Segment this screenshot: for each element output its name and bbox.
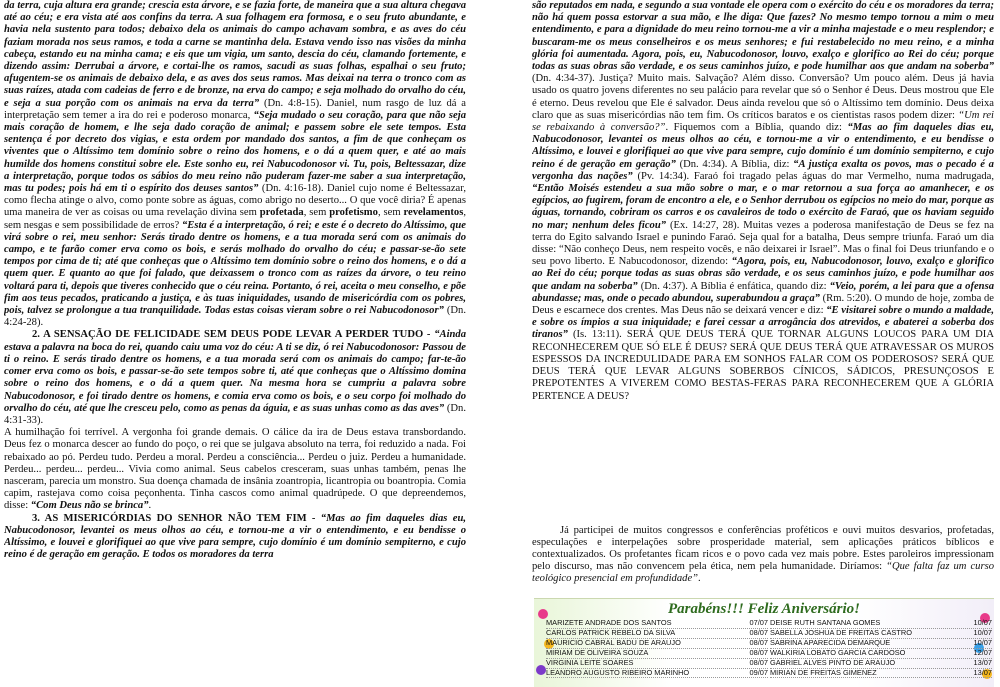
birthday-date: 10/07 [973, 637, 992, 647]
birthday-date: 08/07 [749, 657, 768, 667]
quote: “Mas ao fim daqueles dias eu, Nabucodonosor, levantei os meus olhos ao céu, e tornou-me a vir o entendimento, e eu bendisse o Altíssimo, e louvei e glorifiquei ao que vive para sempre, cujo domínio é um domínio sempiterno, e cujo reino é de geração em geração” [532, 122, 994, 170]
birthday-list-left [546, 619, 768, 678]
person-name: GABRIEL ALVES PINTO DE ARAUJO [770, 657, 896, 667]
text: E todos os moradores da terra [139, 549, 274, 561]
person-name: DEISE RUTH SANTANA GOMES [770, 618, 881, 627]
person-name: VIRGINIA LEITE SOARES [546, 657, 634, 667]
person-name: MIRIAM DE OLIVEIRA SOUZA [546, 647, 649, 657]
birthday-date: 10/07 [973, 618, 992, 627]
section-2-title: 2. A SENSAÇÃO DE FELICIDADE SEM DEUS PODE LEVAR A PERDER TUDO - [32, 329, 435, 341]
keyword: profetismo [329, 207, 378, 219]
quote: “A justiça exalta os povos, mas o pecado é a vergonha das nações” [532, 158, 994, 182]
quote: “Que falta faz um curso teológico presencial em profundidade” [532, 561, 994, 585]
person-name: LEANDRO AUGUSTO RIBEIRO MARINHO [546, 667, 690, 677]
quote: “Então Moisés estendeu a sua mão sobre o mar, e o mar retornou a sua força ao amanhecer, e os egípcios, ao fugirem, foram de encontro a ele, e o Senhor derrubou os egípcios no meio do mar, porque as águas, tornando, cobriram os carros e os cavaleiros de todo o exército de Faraó, que os haviam seguido no mar; nenhum deles ficou” [532, 183, 994, 231]
text: (Is. 13:11). [567, 329, 627, 341]
scripture-ref: (Dn. 4:8-15). Daniel, num rasgo de luz dá a interpretação sem temer a ira do rei e poderoso monarca, [4, 97, 466, 121]
text: (Dn. 4:37). A Bíblia é enfática, quando diz: [637, 280, 830, 292]
text: . [698, 573, 701, 585]
person-name: SABRINA APARECIDA DEMARQUE [770, 637, 891, 647]
section-3 [4, 513, 466, 562]
keyword: revelamentos [403, 207, 464, 219]
text: (Pv. 14:34). Faraó foi tragado pelas águas do mar Vermelho, numa madrugada, [632, 170, 994, 182]
caps-questions: SERÁ QUE DEUS TERÁ QUE TORNAR ALGUNS LOUCOS PARA UM DIA RECONHECEREM QUE SÓ ELE É DEUS? SERÁ QUE DEUS TERÁ QUE ATRAVESSAR OS MUROS ESPESSOS DA INCREDULIDADE PARA EM SONHOS FALAR COM OS PODEROSOS? SERÁ QUE DEUS TERÁ QUE LEVAR ALGUNS SOBERBOS CÍNICOS, SÁDICOS, PRESUNÇOSOS E PREPOTENTES A VIVEREM COMO BESTAS-FERAS PARA RECONHECEREM QUE A GLÓRIA PERTENCE A DEUS? [532, 329, 994, 402]
person-name: CARLOS PATRICK REBELO DA SILVA [546, 627, 676, 637]
text: (Rm. 5:20). O mundo de hoje, zomba de Deus e escarnece dos crentes. Mas Deus não se deixará vencer e diz: [532, 292, 994, 317]
birthday-date: 08/07 [749, 627, 768, 637]
right-paragraph-final [532, 525, 994, 586]
birthday-date: 12/07 [973, 647, 992, 657]
text: (Dn. 4:34). A Bíblia, diz: [675, 158, 794, 170]
list-item [770, 669, 992, 679]
birthday-date: 09/07 [749, 667, 768, 677]
person-name: MARIZETE ANDRADE DOS SANTOS [546, 618, 672, 627]
quote: “Um rei se rebaixando à conversão?” [532, 109, 994, 134]
dream-quote: da terra, cuja altura era grande; crescia esta árvore, e se fazia forte, de maneira que a sua altura chegava até ao céu; e era vista até aos confins da terra. A sua folhagem era formosa, e o seu fruto abundante, e havia nela sustento para todos; debaixo dela os animais do campo achavam sombra, e as aves do céu faziam morada nos seus ramos, e toda a carne se mantinha dela. Estava vendo isso nas visões da minha cabeça, estando eu na minha cama; e eis que um vigia, um santo, descia do céu, clamando fortemente, e dizendo assim: Derrubai a árvore, e cortai-lhe os ramos, sacudi as suas folhas, espalhai o seu fruto; afugentem-se os animais de debaixo dela, e as aves dos seus ramos. Mas deixai na terra o tronco com as suas raízes, atada com cadeias de ferro e de bronze, na erva do campo; e seja molhado do orvalho do céu, e seja a sua porção com os animais na erva da terra” [4, 0, 466, 109]
birthday-date: 08/07 [749, 637, 768, 647]
section-2 [4, 329, 466, 427]
right-page [532, 0, 994, 687]
birthday-date: 13/07 [973, 667, 992, 677]
interpretation-quote: “Seja mudado o seu coração, para que não seja mais coração de homem, e lhe seja dado coração de animal; e passem sobre ele sete tempos. Esta sentença é por decreto dos vigias, e esta ordem por mandado dos santos, a fim de que conheçam os viventes que o Altíssimo tem domínio sobre o reino dos homens, e o dá a quem quer, e até ao mais humilde dos homens constitui sobre ele. Este sonho eu, rei Nabucodonosor vi. Tu, pois, Beltessazar, dize a interpretação, porque todos os sábios do meu reino não puderam fazer-me saber a sua interpretação, mas tu podes; pois há em ti o espírito dos deuses santos” [4, 109, 466, 195]
left-paragraph-1 [4, 0, 466, 329]
person-name: SABELLA JOSHUA DE FREITAS CASTRO [770, 627, 912, 637]
text: (Ex. 14:27, 28). Muitas vezes a poderosa manifestação de Deus se fez na terra do Egito salvando Israel e punindo Faraó. Seja qual for a batalha, Deus sempre triunfa. Faraó um dia disse: “Não conheço Deus, nem respeito vocês, e não deixarei ir Israel”. Mas o final foi Deus triunfando e o seu povo liberto. E Nabucodonosor, dizendo: [532, 219, 994, 268]
decree-quote: “Esta é a interpretação, ó rei; e este é o decreto do Altíssimo, que virá sobre o rei, meu senhor: Serás tirado dentre os homens, e a tua morada será com os animais do campo, e te farão comer erva como os bois, e serás molhado do orvalho do céu; e passar-se-ão sete tempos por cima de ti; até que conheças que o Altíssimo tem domínio sobre o reino dos homens, e o dá a quem quer. E quanto ao que foi falado, que deixassem o tronco com as raízes da árvore, o teu reino voltará para ti, depois que tiveres conhecido que o céu reina. Portanto, ó rei, aceita o meu conselho, e põe fim aos teus pecados, praticando a justiça, e às tuas iniquidades, usando de misericórdia com os pobres, pois, talvez se prolongue a tua tranquilidade. Todas estas coisas vieram sobre o rei Nabucodonosor” [4, 219, 466, 317]
quote: “Agora, pois, eu, Nabucodonosor, louvo, exalço e glorifico ao Rei do céu; porque todas as suas obras são verdade, e os seus caminhos juízo, e pode humilhar aos que andam na soberba” [532, 256, 994, 292]
quote: “E visitarei sobre o mundo a maldade, e sobre os ímpios a sua iniquidade; e farei cessar a arrogância dos atrevidos, e abaterei a soberba dos tiranos” [532, 305, 994, 341]
left-page [4, 0, 466, 687]
keyword: profetada [259, 207, 304, 219]
text: , sem [377, 207, 404, 219]
birthday-title: Parabéns!!! Feliz Aniversário! [668, 601, 860, 617]
birthday-list-right [770, 619, 992, 678]
right-paragraph-1 [532, 0, 994, 403]
person-name: MAURICIO CABRAL BADU DE ARAUJO [546, 637, 681, 647]
text: . Fiquemos com a Bíblia, quando diz: [665, 122, 848, 134]
text: . [148, 500, 152, 512]
left-paragraph-2 [4, 427, 466, 512]
person-name: MIRIAN DE FREITAS GIMENEZ [770, 667, 877, 677]
text: , sem [303, 207, 330, 219]
person-name: WALKIRIA LOBATO GARCIA CARDOSO [770, 647, 906, 657]
scripture-ref: (Dn. 4:24-28). [4, 305, 466, 329]
birthday-date: 13/07 [973, 657, 992, 667]
birthday-banner [534, 598, 994, 687]
scripture-ref: (Dn. 4:31-33). [4, 402, 466, 426]
birthday-date: 10/07 [973, 627, 992, 637]
birthday-date: 08/07 [749, 647, 768, 657]
text: , sem nesgas e sem possibilidade de erros? [4, 207, 466, 231]
list-item [546, 669, 768, 679]
flower-icon [536, 665, 546, 675]
scripture-ref: (Dn. 4:16-18). Daniel cujo nome é Beltessazar, como flecha atinge o alvo, como ponte sobre as águas, como abrigo no deserto... O que você diria? É apenas uma maneira de ver as coisas ou uma revelação divina sem [4, 183, 466, 219]
section-3-title: 3. AS MISERICÓRDIAS DO SENHOR NÃO TEM FIM - [32, 512, 321, 524]
section-3-quote: “Mas ao fim daqueles dias eu, Nabucodonosor, levantei os meus olhos ao céu, e tornou-me a vir o entendimento, e eu bendisse o Altíssimo, e louvei e glorifiquei ao que vive para sempre, cujo domínio é um domínio sempiterno, e cujo reino é de geração em geração. [4, 512, 466, 561]
quote: “Com Deus não se brinca” [30, 500, 149, 512]
section-2-quote: “Ainda estava a palavra na boca do rei, quando caiu uma voz do céu: A ti se diz, ó rei Nabucodonosor: Passou de ti o reino. E serás tirado dentre os homens, e a tua morada será com os animais do campo; far-te-ão comer erva como os bois, e passar-se-ão sete tempos sobre ti, até que conheças que o Altíssimo domina sobre o reino dos homens, e o dá a quem quer. Na mesma hora se cumpriu a palavra sobre Nabucodonosor, e foi tirado dentre os homens, e comia erva como os bois, e o seu corpo foi molhado do orvalho do céu, até que lhe cresceu pelo, como as penas da águia, e as suas unhas como as das aves” [4, 329, 466, 414]
right-text [532, 0, 994, 403]
quote: são reputados em nada, e segundo a sua vontade ele opera com o exército do céu e os moradores da terra; não há quem possa estorvar a sua mão, e lhe diga: Que fazes? No mesmo tempo tornou a mim o meu entendimento, e para a dignidade do meu reino tornou-me a vir a minha majestade e o meu resplendor; e buscaram-me os meus conselheiros e os meus senhores; e fui restabelecido no meu reino, e a minha glória foi aumentada. Agora, pois, eu, Nabucodonosor, louvo, exalço e glorifico ao Rei do céu; porque todas as suas obras são verdade, e os seus caminhos juízo, e pode humilhar aos que andam na soberba” [532, 0, 994, 73]
text: Já participei de muitos congressos e conferências proféticos e ouvi muitos desvarios, profetadas, especulações e interpelações sobre prosperidade material, sem aplicações práticos bíblicos e contextualizados. Os profetantes ficam ricos e o povo cada vez mais pobre. Estes paroleiros impressionam pelo discurso, mas não convencem pela ética, nem pela humanidade. Diríamos: [532, 524, 994, 573]
text: (Dn. 4:34-37). Justiça? Muito mais. Salvação? Além disso. Conversão? Um pouco além. Deus já havia usado os quatro jovens diferentes no seu palácio para revelar que só o Senhor é Deus. Deus mostrou que Ele é eterno. Deus revelou que Ele é salvador. Deus ainda revelou que só o Altíssimo tem domínio. Deus deixa claro que as suas misericórdias não tem fim. Os críticos baratos e os cientistas rasos podem dizer: [532, 73, 994, 121]
quote: “Veio, porém, a lei para que a ofensa abundasse; mas, onde o pecado abundou, superabundou a graça” [532, 280, 994, 304]
birthday-date: 07/07 [749, 618, 768, 627]
text: A humilhação foi terrível. A vergonha foi grande demais. O cálice da ira de Deus estava transbordando. Deus fez o monarca descer ao fundo do poço, o rei que se julgava absoluto na terra, foi reduzido a nada. Foi rebaixado ao pó. Perdeu tudo. Perdeu a moral. Perdeu a consciência... Perdeu o juiz. Perdeu a humanidade. Perdeu... perdeu... perdeu... Vivia como animal. Seus cabelos cresceram, suas unhas também, penas lhe nasceram, parecia um monstro. Sua doença chamada de insânia zoantropia, licantropia ou boantropia. Comia capim, rastejava como coisa peçonhenta. Tinha cascos como animal quadrúpede. O que depreendemos, disse: [4, 427, 466, 512]
